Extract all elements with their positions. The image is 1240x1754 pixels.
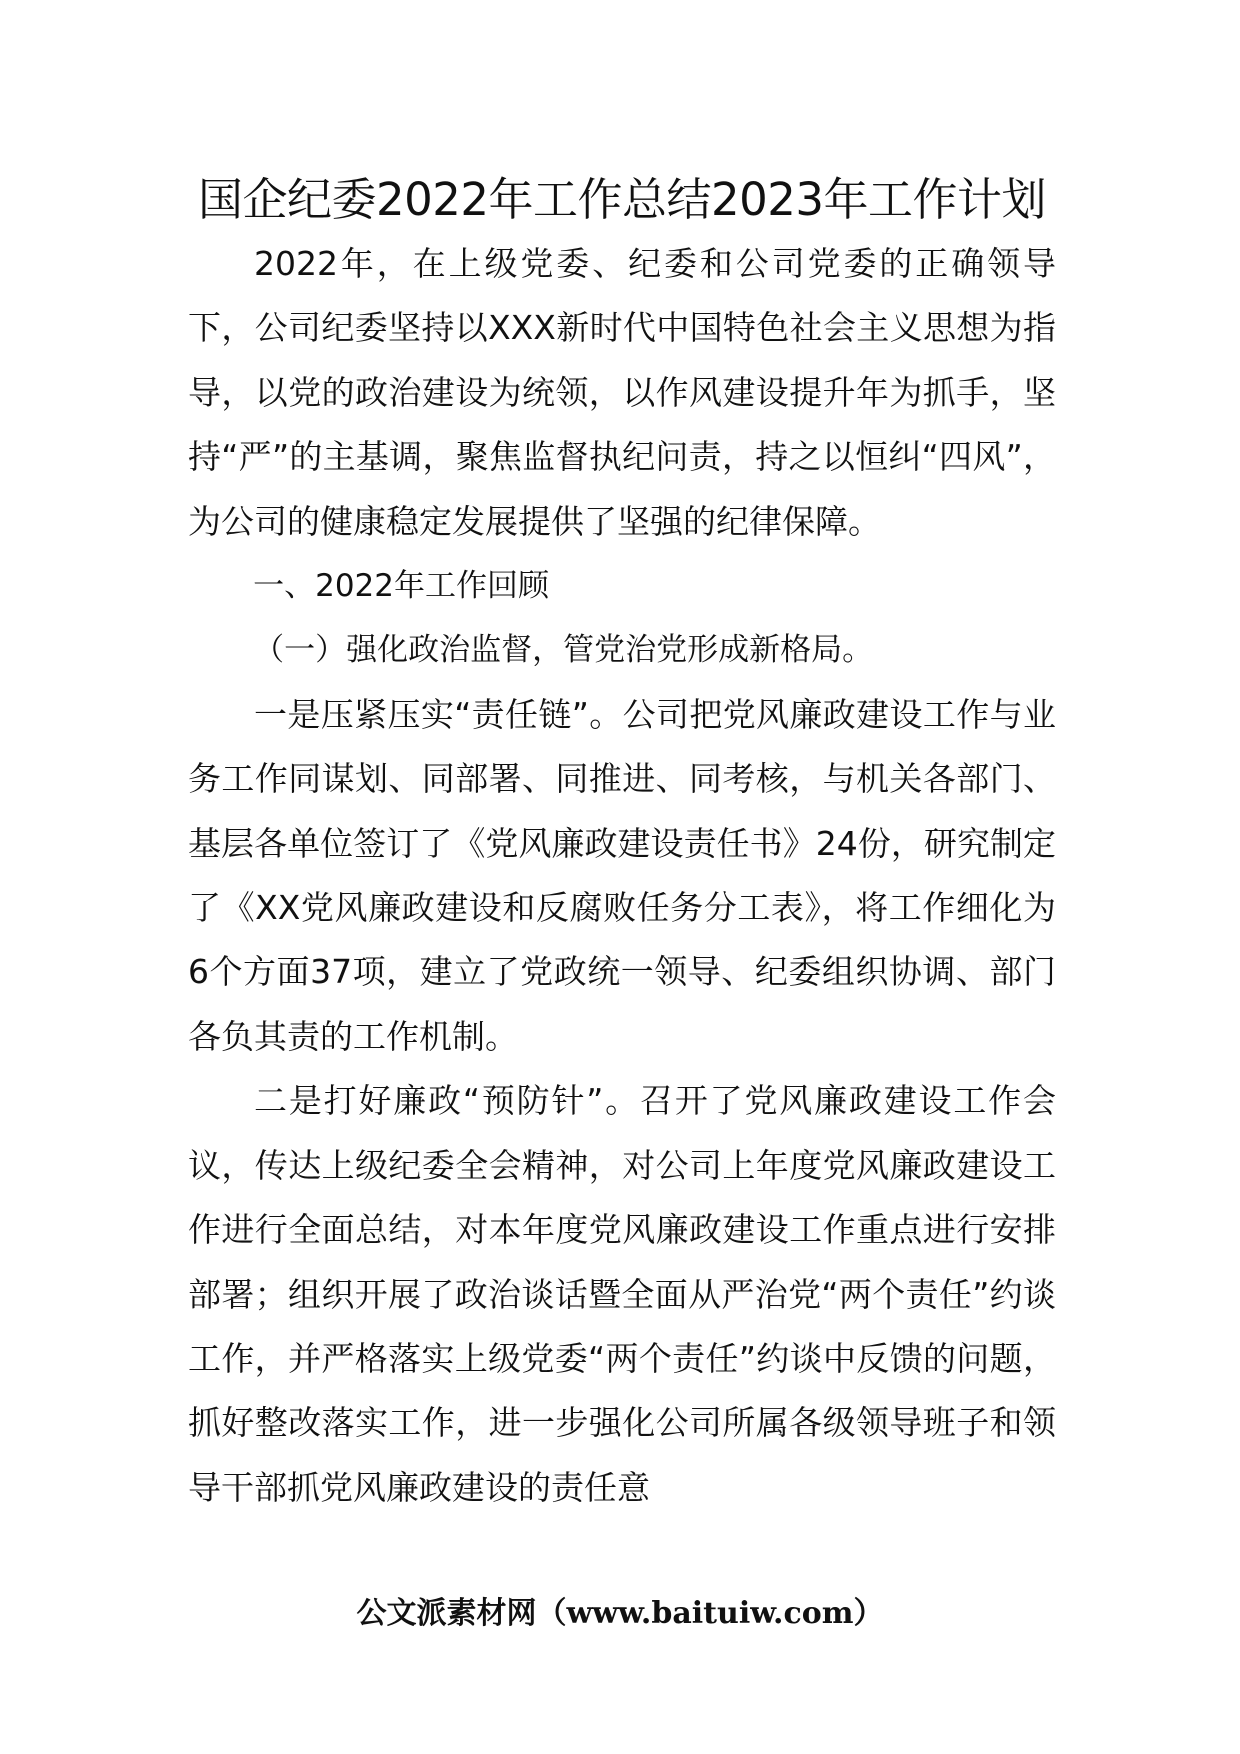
- document-body: [188, 232, 1056, 1520]
- paragraph-prevention: 二是打好廉政“预防针”。召开了党风廉政建设工作会议，传达上级纪委全会精神，对公司上年度党风廉政建设工作进行全面总结，对本年度党风廉政建设工作重点进行安排部署；组织开展了政治谈话暨全面从严治党“两个责任”约谈工作，并严格落实上级党委“两个责任”约谈中反馈的问题，抓好整改落实工作，进一步强化公司所属各级领导班子和领导干部抓党风廉政建设的责任意: [188, 1081, 1056, 1507]
- footer-watermark: 公文派素材网（www.baituiw.com）: [356, 1596, 884, 1631]
- intro-paragraph: 2022年，在上级党委、纪委和公司党委的正确领导下，公司纪委坚持以XXX新时代中国特色社会主义思想为指导，以党的政治建设为统领，以作风建设提升年为抓手，坚持“严”的主基调，聚焦监督执纪问责，持之以恒纠“四风”，为公司的健康稳定发展提供了坚强的纪律保障。: [188, 244, 1056, 541]
- document-page: [188, 0, 1056, 1754]
- section-heading-review: 一、2022年工作回顾: [253, 568, 549, 605]
- document-title: 国企纪委2022年工作总结2023年工作计划: [197, 173, 1047, 226]
- subsection-heading-political-supervision: （一）强化政治监督，管党治党形成新格局。: [253, 632, 874, 669]
- paragraph-responsibility-chain: 一是压紧压实“责任链”。公司把党风廉政建设工作与业务工作同谋划、同部署、同推进、同考核，与机关各部门、基层各单位签订了《党风廉政建设责任书》24份，研究制定了《XX党风廉政建设和反腐败任务分工表》，将工作细化为6个方面37项，建立了党政统一领导、纪委组织协调、部门各负其责的工作机制。: [188, 694, 1056, 1056]
